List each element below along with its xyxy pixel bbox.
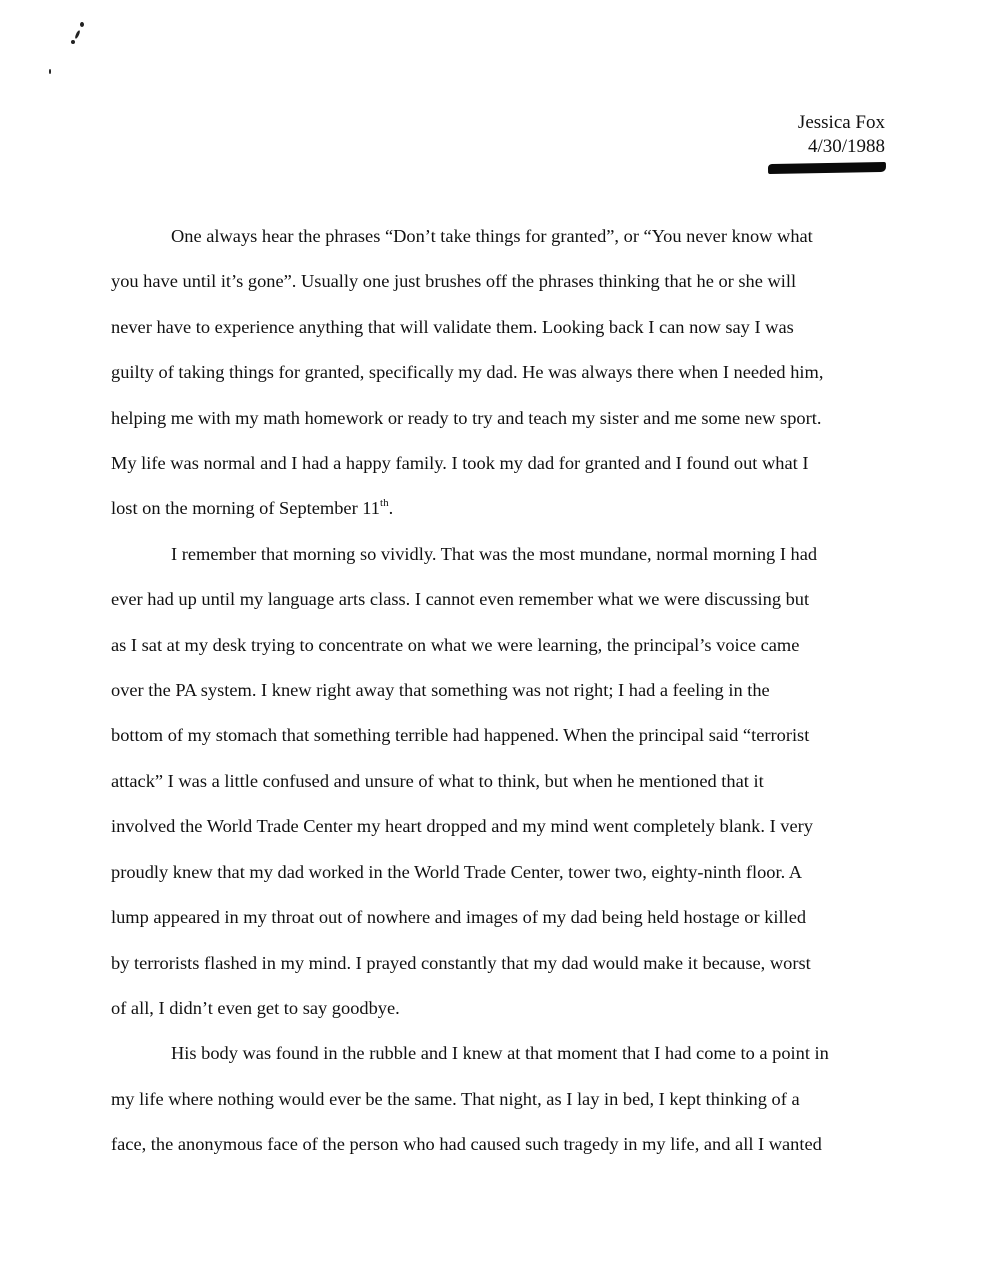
text-line: proudly knew that my dad worked in the World Trade Center, tower two, eighty-ninth floor. A xyxy=(111,861,803,882)
essay-date: 4/30/1988 xyxy=(807,136,885,157)
text-line: ever had up until my language arts class. I cannot even remember what we were discussing but xyxy=(111,589,810,610)
scan-speck xyxy=(74,30,81,39)
scan-speck xyxy=(71,40,75,44)
text-line: never have to experience anything that will validate them. Looking back I can now say I was xyxy=(111,316,794,337)
scan-speck xyxy=(49,69,51,74)
ordinal-suffix: th xyxy=(380,497,389,510)
text-line: One always hear the phrases “Don’t take things for granted”, or “You never know what xyxy=(171,226,813,246)
paragraph-3 xyxy=(111,1031,887,1167)
text-line: His body was found in the rubble and I knew at that moment that I had come to a point in xyxy=(171,1043,829,1064)
text-line: you have until it’s gone”. Usually one just brushes off the phrases thinking that he or she will xyxy=(111,271,797,292)
paragraph-1 xyxy=(111,214,887,532)
text-line: my life where nothing would ever be the same. That night, as I lay in bed, I kept thinking of a xyxy=(111,1088,800,1109)
text-line: by terrorists flashed in my mind. I prayed constantly that my dad would make it because, worst xyxy=(111,952,811,973)
paragraph-2 xyxy=(111,532,887,1031)
text-line: as I sat at my desk trying to concentrate on what we were learning, the principal’s voice came xyxy=(111,634,800,655)
essay-body xyxy=(111,214,887,1168)
text-line: of all, I didn’t even get to say goodbye. xyxy=(111,997,400,1018)
text-line: attack” I was a little confused and unsure of what to think, but when he mentioned that it xyxy=(111,770,764,791)
text-fragment: lost on the morning of September 11 xyxy=(111,498,381,519)
text-fragment: . xyxy=(388,498,394,519)
text-line: face, the anonymous face of the person who had caused such tragedy in my life, and all I wanted xyxy=(111,1134,822,1155)
text-line: bottom of my stomach that something terrible had happened. When the principal said “terrorist xyxy=(111,725,810,746)
scan-speck xyxy=(80,22,84,27)
text-line: helping me with my math homework or ready to try and teach my sister and me some new sport. xyxy=(111,407,822,428)
text-line: over the PA system. I knew right away that something was not right; I had a feeling in the xyxy=(111,680,770,701)
author-name: Jessica Fox xyxy=(797,112,885,133)
author-header xyxy=(798,111,885,159)
text-line: guilty of taking things for granted, specifically my dad. He was always there when I needed him, xyxy=(111,362,824,383)
text-line: I remember that morning so vividly. That was the most mundane, normal morning I had xyxy=(171,543,818,564)
text-line: My life was normal and I had a happy family. I took my dad for granted and I found out what I xyxy=(111,453,809,474)
text-line xyxy=(51,486,887,531)
text-line: involved the World Trade Center my heart dropped and my mind went completely blank. I very xyxy=(111,816,813,837)
text-line: lump appeared in my throat out of nowhere and images of my dad being held hostage or killed xyxy=(111,907,807,928)
redaction-mark xyxy=(768,162,886,174)
